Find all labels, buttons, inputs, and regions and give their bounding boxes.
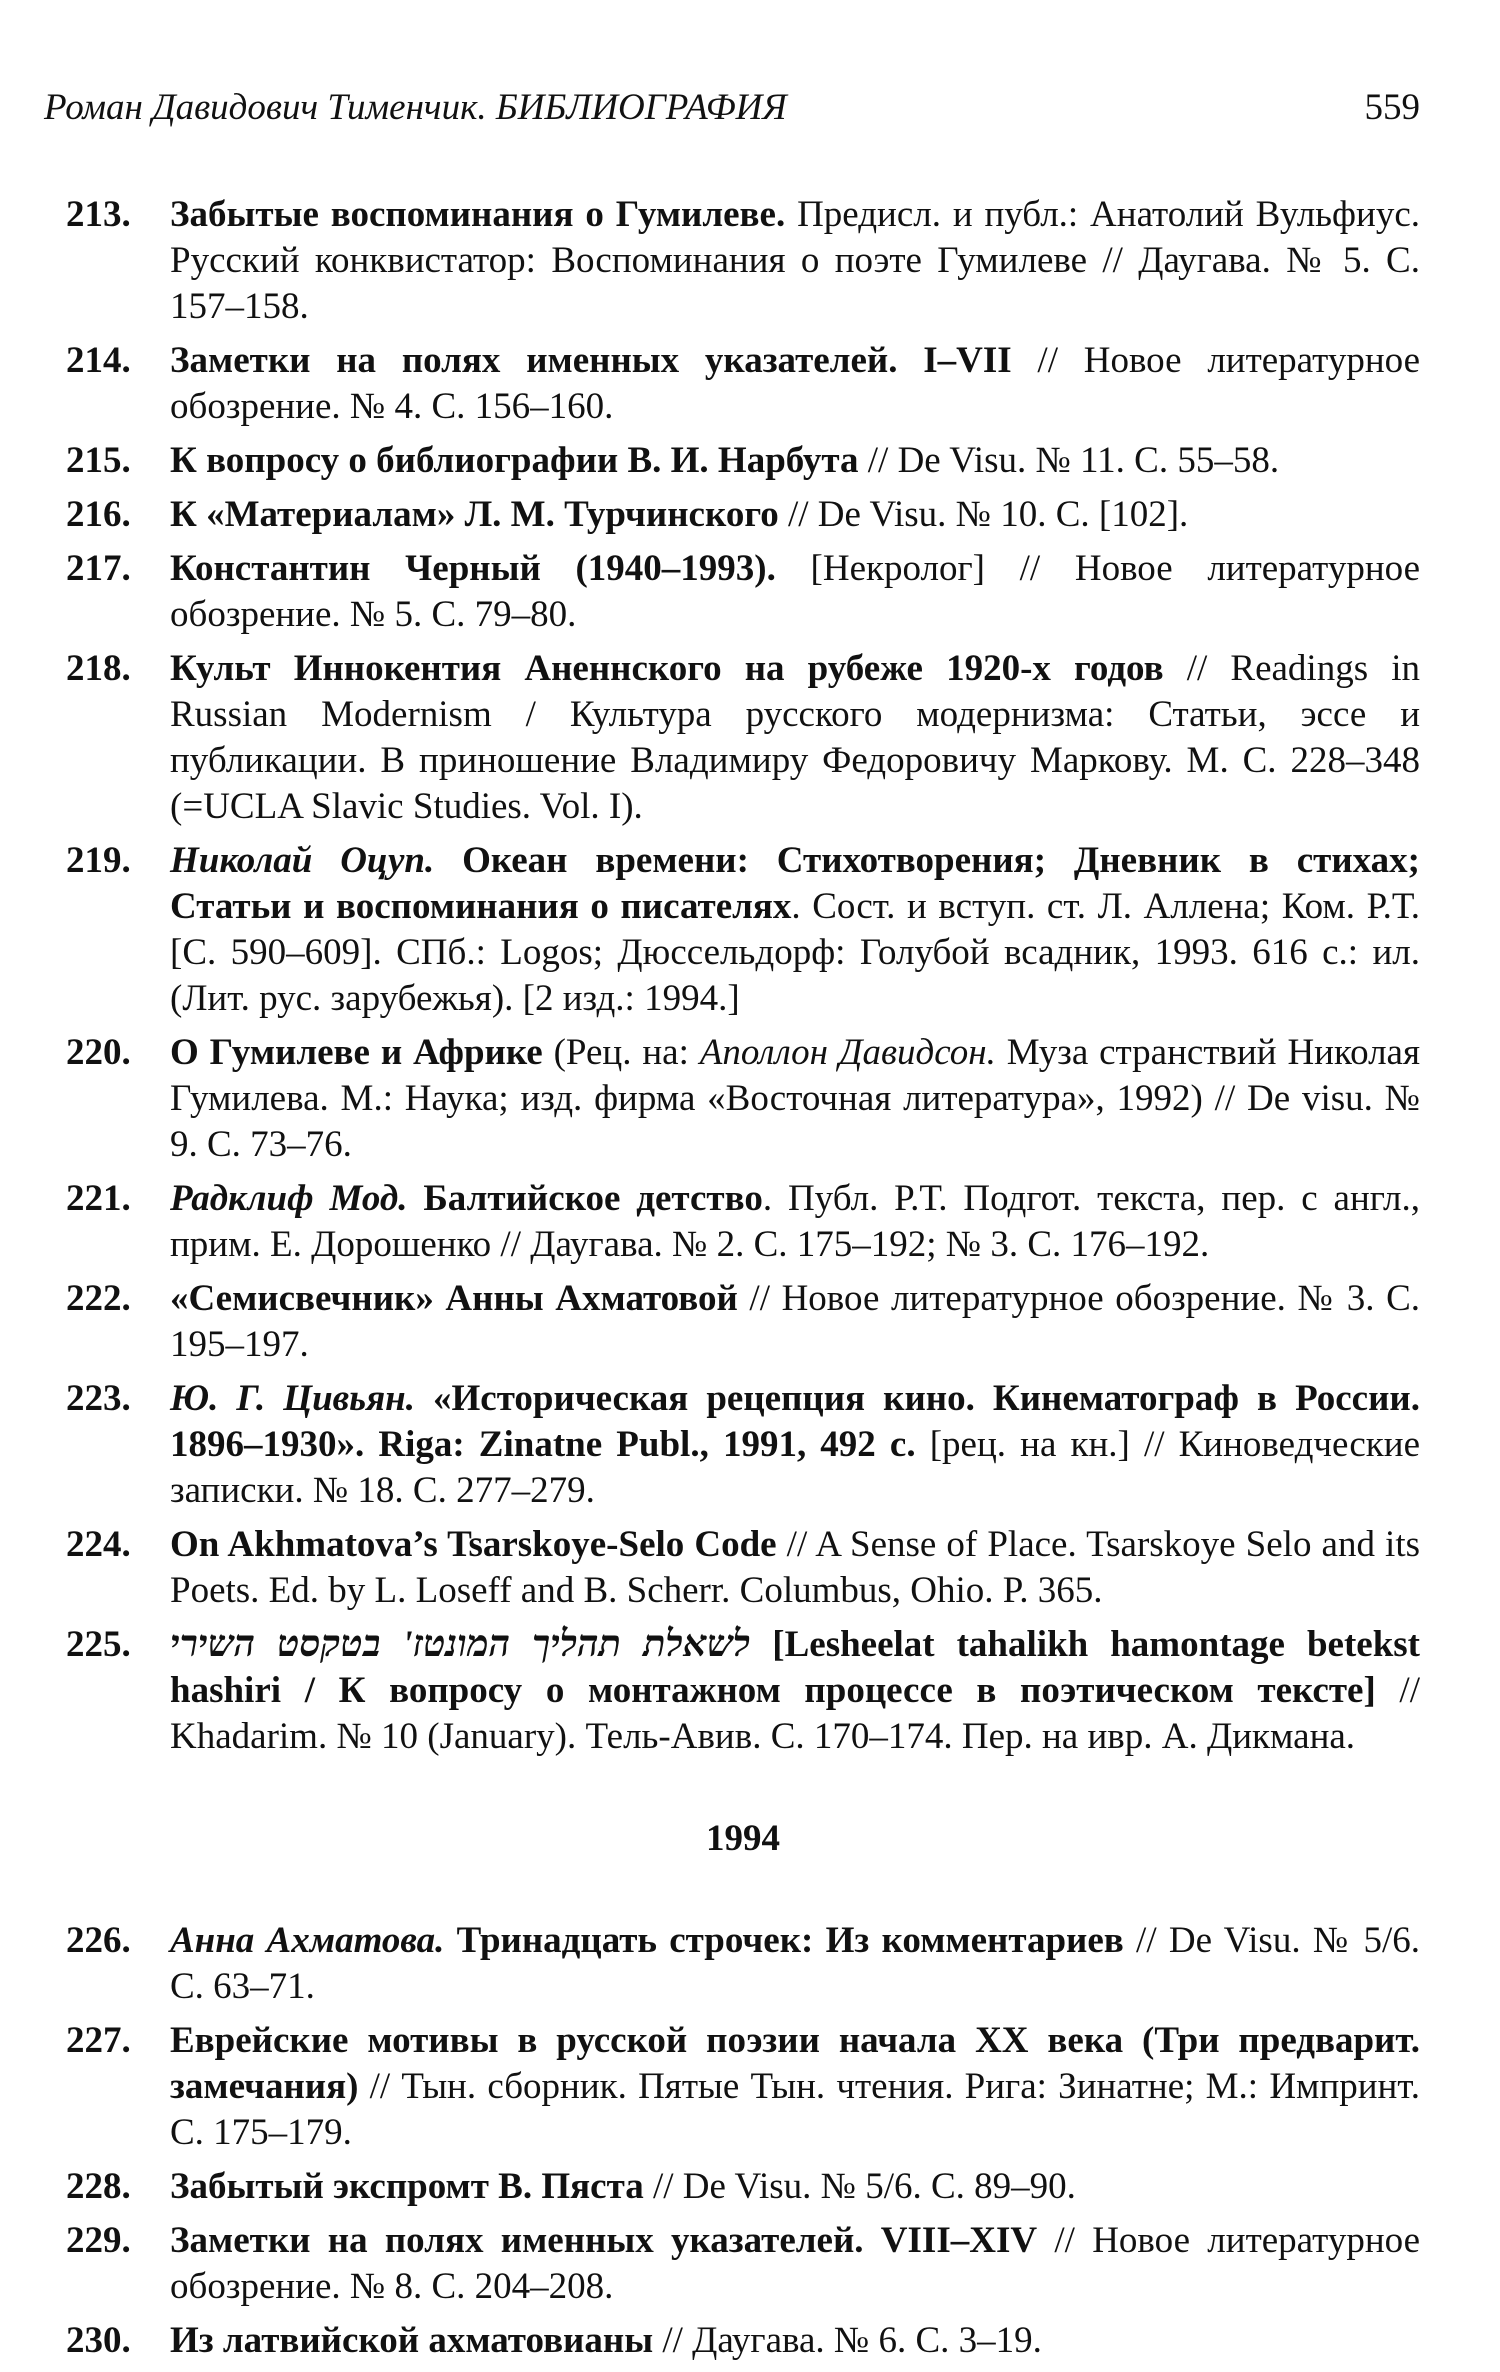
entry-text: Заметки на полях именных указателей. I–VII	[170, 340, 1012, 381]
entry-text: // De Visu. № 5/6. С. 89–90.	[643, 2166, 1076, 2207]
entry-text: // De Visu. № 11. С. 55–58.	[858, 440, 1280, 481]
bibliography-entry	[66, 492, 1420, 538]
entry-text: // A Sense of Place. Tsarskoye Selo and its Poets. Ed. by L. Loseff and B. Scherr. Columbus, Ohio. P. 365.	[170, 1524, 1421, 1611]
entry-text: Ю. Г. Цивьян.	[170, 1378, 415, 1419]
entry-number: 222.	[66, 1278, 131, 1319]
entry-text: // Khadarim. № 10 (January). Тель-Авив. С. 170–174. Пер. на ивр. А. Дикмана.	[170, 1670, 1420, 1757]
entry-text: Аполлон Давидсон.	[699, 1032, 996, 1073]
bibliography-entry	[66, 2218, 1420, 2310]
entry-text: Забытые воспоминания о Гумилеве.	[170, 194, 786, 235]
bibliography-list	[66, 192, 1420, 2372]
entry-number: 224.	[66, 1524, 131, 1565]
entry-number: 219.	[66, 840, 131, 881]
bibliography-entry	[66, 2018, 1420, 2156]
entries-1993	[66, 192, 1420, 1760]
bibliography-entry	[66, 192, 1420, 330]
bibliography-entry	[66, 338, 1420, 430]
entry-number: 214.	[66, 340, 131, 381]
entry-number: 213.	[66, 194, 131, 235]
entry-text: // De Visu. № 10. С. [102].	[778, 494, 1189, 535]
entry-text: Николай Оцуп.	[170, 840, 435, 881]
entry-text: Океан времени: Стихотворения; Дневник в стихах; Статьи и воспоминания о писателях	[170, 840, 1420, 927]
entry-number: 220.	[66, 1032, 131, 1073]
entry-text: Анна Ахматова.	[170, 1920, 445, 1961]
entry-number: 228.	[66, 2166, 131, 2207]
entry-text: // De Visu. № 5/6. С. 63–71.	[170, 1920, 1420, 2007]
entry-number: 225.	[66, 1624, 131, 1665]
entry-number: 226.	[66, 1920, 131, 1961]
entry-text: // Новое литературное обозрение. № 4. С. 156–160.	[170, 340, 1420, 427]
entries-1994	[66, 1918, 1420, 2364]
bibliography-entry	[66, 1522, 1420, 1614]
entry-number: 227.	[66, 2020, 131, 2061]
entry-text: // Новое литературное обозрение. № 8. С. 204–208.	[170, 2220, 1420, 2307]
entry-number: 217.	[66, 548, 131, 589]
bibliography-entry	[66, 2318, 1420, 2364]
bibliography-entry	[66, 1176, 1420, 1268]
entry-text: Еврейские мотивы в русской поэзии начала XX века (Три предварит. замечания)	[170, 2020, 1420, 2107]
entry-text: . Публ. Р.Т. Подгот. текста, пер. с англ., прим. Е. Дорошенко // Даугава. № 2. С. 175–192; № 3. С. 176–192.	[170, 1178, 1421, 1265]
year-heading: 1994	[706, 1818, 780, 1859]
bibliography-entry	[66, 438, 1420, 484]
entry-text: [Некролог] // Новое литературное обозрение. № 5. С. 79–80.	[170, 548, 1420, 635]
entry-text: К вопросу о библиографии В. И. Нарбута	[170, 440, 859, 481]
entry-number: 221.	[66, 1178, 131, 1219]
entry-text: [рец. на кн.] // Киноведческие записки. № 18. С. 277–279.	[170, 1424, 1420, 1511]
bibliography-entry	[66, 1276, 1420, 1368]
entry-number: 230.	[66, 2320, 131, 2361]
entry-number: 218.	[66, 648, 131, 689]
running-title: Роман Давидович Тименчик. БИБЛИОГРАФИЯ	[44, 87, 787, 128]
entry-text: Тринадцать строчек: Из комментариев	[444, 1920, 1124, 1961]
entry-number: 229.	[66, 2220, 131, 2261]
entry-text: Из латвийской ахматовианы	[170, 2320, 654, 2361]
entry-text: // Тын. сборник. Пятые Тын. чтения. Рига: Зинатне; М.: Импринт. С. 175–179.	[170, 2066, 1420, 2153]
entry-text: // Readings in Russian Modernism / Культура русского модернизма: Статьи, эссе и публикации. В приношение Владимиру Федоровичу Маркову. М. С. 228–348 (=UCLA Slavic Studies. Vol. I).	[170, 648, 1420, 827]
bibliography-entry	[66, 1376, 1420, 1514]
bibliography-entry	[66, 646, 1420, 830]
entry-text: On Akhmatova’s Tsarskoye-Selo Code	[170, 1524, 777, 1565]
entry-text: К «Материалам» Л. М. Турчинского	[170, 494, 779, 535]
bibliography-entry	[66, 1918, 1420, 2010]
bibliography-entry	[66, 1622, 1420, 1760]
entry-number: 216.	[66, 494, 131, 535]
entry-text: Балтийское детство	[407, 1178, 763, 1219]
entry-text: «Историческая рецепция кино. Кинематограф в России. 1896–1930». Riga: Zinatne Publ., 1991, 492 с.	[170, 1378, 1420, 1465]
page-number: 559	[1364, 87, 1420, 128]
entry-text: «Семисвечник» Анны Ахматовой	[170, 1278, 738, 1319]
entry-text: Забытый экспромт В. Пяста	[170, 2166, 644, 2207]
entry-text: Радклиф Мод.	[170, 1178, 408, 1219]
entry-number: 223.	[66, 1378, 131, 1419]
entry-text: Предисл. и публ.: Анатолий Вульфиус. Русский конквистатор: Воспоминания о поэте Гумилеве // Даугава. № 5. С. 157–158.	[170, 194, 1420, 327]
entry-text: Константин Черный (1940–1993).	[170, 548, 776, 589]
entry-text: (Рец. на:	[542, 1032, 700, 1073]
entry-number: 215.	[66, 440, 131, 481]
bibliography-entry	[66, 838, 1420, 1022]
bibliography-entry	[66, 1030, 1420, 1168]
entry-text: // Новое литературное обозрение. № 3. С. 195–197.	[170, 1278, 1420, 1365]
entry-text: О Гумилеве и Африке	[170, 1032, 543, 1073]
entry-text: // Даугава. № 6. С. 3–19.	[653, 2320, 1042, 2361]
entry-text: Муза странствий Николая Гумилева. М.: Наука; изд. фирма «Восточная литература», 1992) // De visu. № 9. С. 73–76.	[170, 1032, 1420, 1165]
entry-text: לשאלת תהליך המונטז' בטקסט השירי	[170, 1624, 751, 1665]
entry-text: [Lesheelat tahalikh hamontage betekst hashiri / К вопросу о монтажном процессе в поэтическом тексте]	[170, 1624, 1420, 1711]
bibliography-entry	[66, 546, 1420, 638]
entry-text: Заметки на полях именных указателей. VIII–XIV	[170, 2220, 1038, 2261]
page-header	[44, 88, 1420, 128]
entry-text: Культ Иннокентия Аненнского на рубеже 1920-х годов	[170, 648, 1164, 689]
entry-text: . Сост. и вступ. ст. Л. Аллена; Ком. Р.Т. [С. 590–609]. СПб.: Logos; Дюссельдорф: Голубой всадник, 1993. 616 с.: ил. (Лит. рус. зарубежья). [2 изд.: 1994.]	[170, 886, 1420, 1019]
bibliography-entry	[66, 2164, 1420, 2210]
